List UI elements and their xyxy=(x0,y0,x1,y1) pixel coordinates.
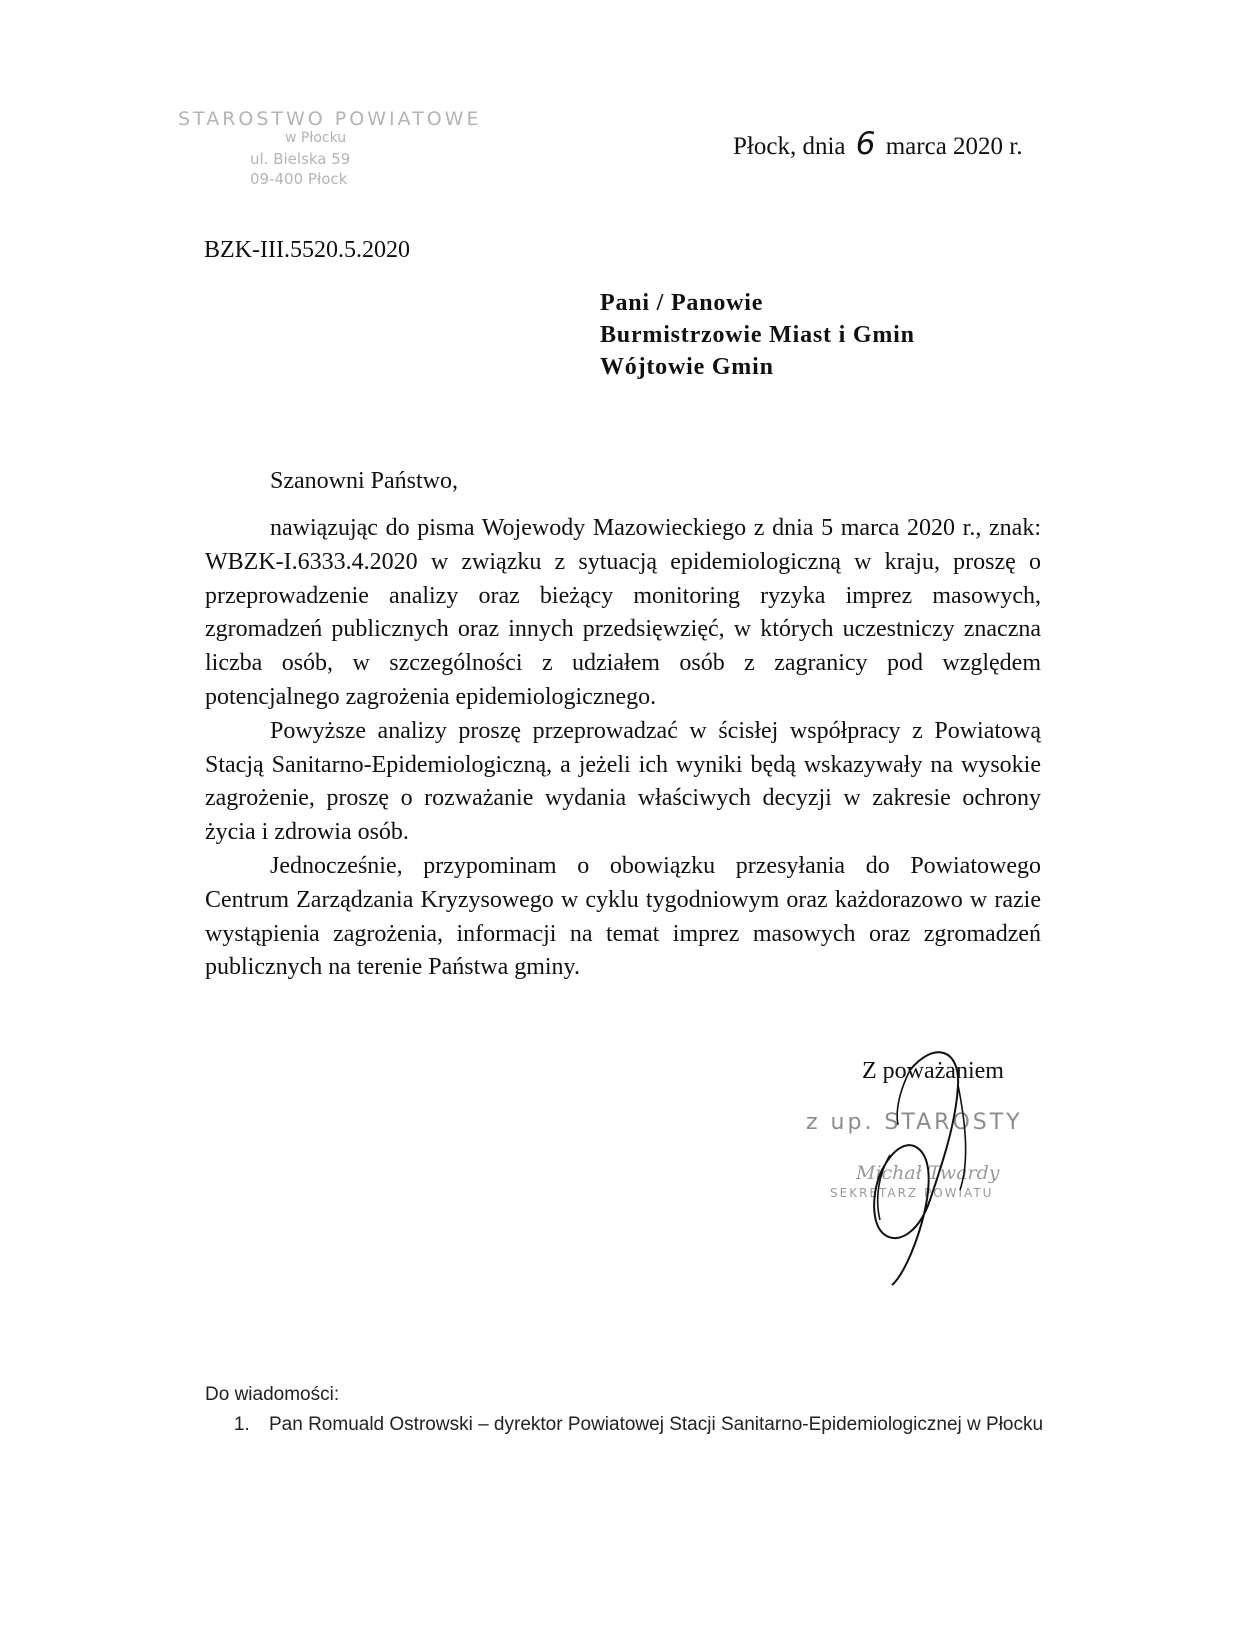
body-paragraph: Powyższe analizy proszę przeprowadzać w ścisłej współpracy z Powiatową Stacją Sanitarno-Epidemiologiczną, a jeżeli ich wyniki będą wskazywały na wysokie zagrożenie, proszę o rozważanie wydania właściwych decyzji w zakresie ochrony życia i zdrowia osób. xyxy=(205,717,1041,846)
stamp-line-2: w Płocku xyxy=(285,130,347,146)
stamp-line-1: STAROSTWO POWIATOWE xyxy=(178,108,482,130)
letter-date xyxy=(733,126,1023,162)
signature-stamp-line-2: Michał Twardy xyxy=(856,1162,1000,1184)
body-paragraph: Jednocześnie, przypominam o obowiązku przesyłania do Powiatowego Centrum Zarządzania Kryzysowego w cyklu tygodniowym oraz każdorazowo w razie wystąpienia zagrożenia, informacji na temat imprez masowych oraz zgromadzeń publicznych na terenie Państwa gminy. xyxy=(205,852,1041,981)
distribution-heading: Do wiadomości: xyxy=(205,1384,340,1405)
closing: Z poważaniem xyxy=(862,1058,1004,1084)
stamp-line-4: 09-400 Płock xyxy=(250,170,348,188)
date-suffix: marca 2020 r. xyxy=(885,133,1023,160)
distribution-item: 1. Pan Romuald Ostrowski – dyrektor Powiatowej Stacji Sanitarno-Epidemiologicznej w Płocku xyxy=(255,1414,1043,1436)
addressee-line: Wójtowie Gmin xyxy=(600,354,774,380)
handwritten-signature xyxy=(840,1030,1020,1290)
signature-stamp-line-3: SEKRETARZ POWIATU xyxy=(830,1186,994,1200)
distribution-list xyxy=(205,1384,1043,1436)
stamp-line-3: ul. Bielska 59 xyxy=(250,150,351,168)
reference-number: BZK-III.5520.5.2020 xyxy=(204,237,410,263)
date-prefix: Płock, dnia xyxy=(733,133,846,160)
distribution-items xyxy=(205,1414,1043,1436)
addressee-line: Pani / Panowie xyxy=(600,290,764,316)
addressee-block xyxy=(600,287,915,383)
date-day: 6 xyxy=(855,126,876,162)
addressee-line: Burmistrzowie Miast i Gmin xyxy=(600,322,915,348)
salutation: Szanowni Państwo, xyxy=(270,468,458,494)
signature-stamp-line-1: z up. STAROSTY xyxy=(806,1110,1023,1135)
letter-body xyxy=(205,512,1041,985)
body-paragraph: nawiązując do pisma Wojewody Mazowieckiego z dnia 5 marca 2020 r., znak: WBZK-I.6333.4.2020 w związku z sytuacją epidemiologiczną w kraju, proszę o przeprowadzenie analizy oraz bieżący monitoring ryzyka imprez masowych, zgromadzeń publicznych oraz innych przedsięwzięć, w których uczestniczy znaczna liczba osób, w szczególności z udziałem osób z zagranicy pod względem potencjalnego zagrożenia epidemiologicznego. xyxy=(205,515,1041,710)
